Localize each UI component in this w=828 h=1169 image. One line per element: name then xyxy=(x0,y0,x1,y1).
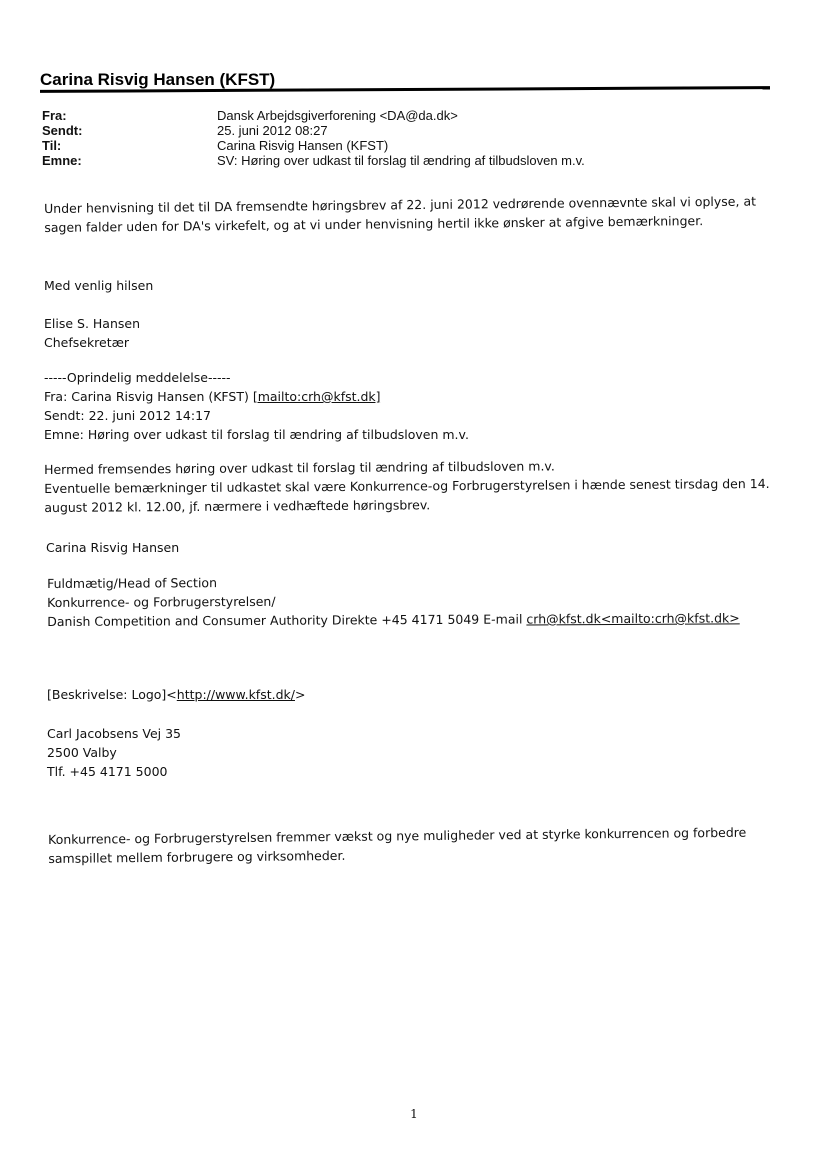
sent-label: Sendt: xyxy=(42,123,83,138)
website-link[interactable]: http://www.kfst.dk/ xyxy=(176,687,295,702)
subject-value: SV: Høring over udkast til forslag til ændring af tilbudsloven m.v. xyxy=(217,153,585,168)
logo-line: [Beskrivelse: Logo]<http://www.kfst.dk/> xyxy=(47,687,306,702)
signer-title: Chefsekretær xyxy=(44,335,130,350)
reply-paragraph: Under henvisning til det til DA fremsendte høringsbrev af 22. juni 2012 vedrørende ovennævnte skal vi oplyse, at sagen falder uden for DA's virkefelt, og at vi under henvisning hertil ikke ønsker at afgive bemærkninger. xyxy=(44,193,757,235)
to-label: Til: xyxy=(42,138,62,153)
sender-heading: Carina Risvig Hansen (KFST) xyxy=(40,70,276,89)
original-separator: -----Oprindelig meddelelse----- xyxy=(44,370,231,385)
signer-name: Elise S. Hansen xyxy=(44,316,141,331)
sent-value: 25. juni 2012 08:27 xyxy=(217,123,328,138)
subject-label: Emne: xyxy=(42,153,82,168)
original-sender-signature xyxy=(47,570,787,631)
to-value: Carina Risvig Hansen (KFST) xyxy=(217,138,389,153)
sender-title: Fuldmætig/Head of Section xyxy=(47,575,218,591)
sender-org: Konkurrence- og Forbrugerstyrelsen/ xyxy=(47,593,276,610)
signature xyxy=(44,314,140,352)
original-message-header xyxy=(44,368,469,444)
original-sent: Sendt: 22. juni 2012 14:17 xyxy=(44,408,211,423)
sender-contact: Danish Competition and Consumer Authority Direkte +45 4171 5049 E-mail crh@kfst.dk<mailto:crh@kfst.dk> xyxy=(47,610,740,629)
email-header-block xyxy=(42,108,585,168)
mailto-link[interactable]: [mailto:crh@kfst.dk] xyxy=(252,389,381,404)
original-body: Hermed fremsendes høring over udkast til forslag til ændring af tilbudsloven m.v. Eventuelle bemærkninger til udkastet skal være Konkurrence-og Forbrugerstyrelsen i hænde senest tirsdag den 14. august 2012 kl. 12.00, jf. nærmere i vedhæftede høringsbrev. xyxy=(44,458,770,515)
original-subject: Emne: Høring over udkast til forslag til ændring af tilbudsloven m.v. xyxy=(44,427,469,442)
email-link[interactable]: crh@kfst.dk<mailto:crh@kfst.dk> xyxy=(526,610,740,627)
original-sender-name: Carina Risvig Hansen xyxy=(46,540,180,555)
greeting: Med venlig hilsen xyxy=(44,278,154,293)
page-number: 1 xyxy=(410,1107,418,1121)
from-label: Fra: xyxy=(42,108,67,123)
address-block: Carl Jacobsens Vej 35 2500 Valby Tlf. +45 4171 5000 xyxy=(47,726,182,779)
footer-mission: Konkurrence- og Forbrugerstyrelsen fremmer vækst og nye muligheder ved at styrke konkurrencen og forbedre samspillet mellem forbrugere og virksomheder. xyxy=(48,824,747,866)
from-value: Dansk Arbejdsgiverforening <DA@da.dk> xyxy=(217,108,458,123)
original-from: Fra: Carina Risvig Hansen (KFST) [mailto:crh@kfst.dk] xyxy=(44,389,381,404)
